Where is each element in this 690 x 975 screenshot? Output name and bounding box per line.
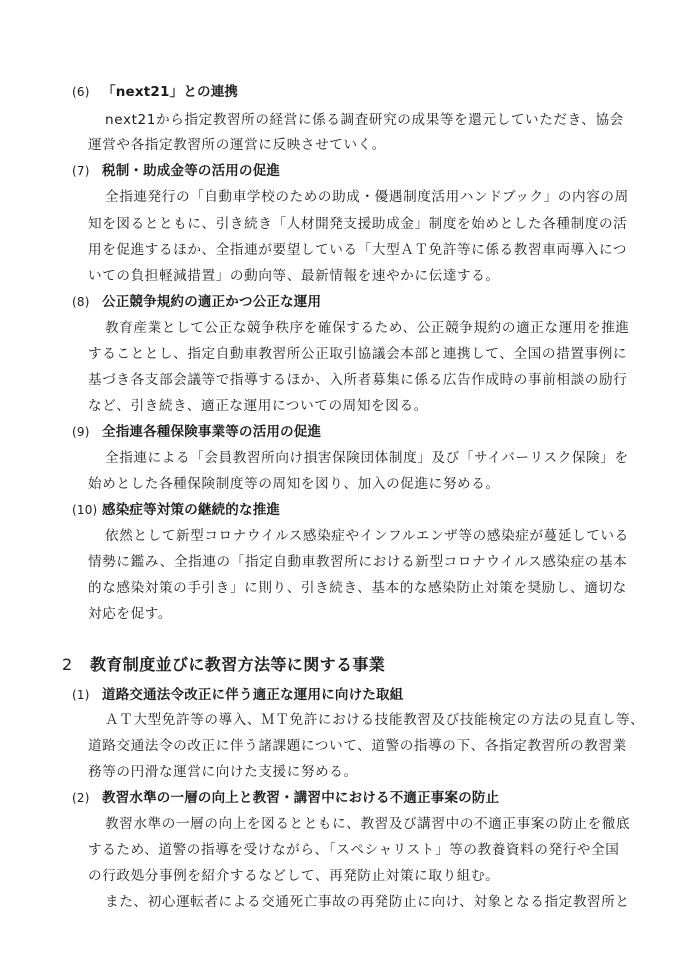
item-heading-7 xyxy=(72,159,280,179)
section-title: 教育制度並びに教習方法等に関する事業 xyxy=(90,655,386,674)
section-number: 2 xyxy=(62,655,73,674)
item-number: (8) xyxy=(72,295,90,309)
paragraph-line: 用を促進するほか、全指連が要望している「大型ＡＴ免許等に係る教習車両導入につ xyxy=(88,242,628,258)
paragraph-line: 教習水準の一層の向上を図るとともに、教習及び講習中の不適正事案の防止を徹底 xyxy=(105,816,631,832)
paragraph-line: いての負担軽減措置」の動向等、最新情報を速やかに伝達する。 xyxy=(88,268,500,284)
item-title: 道路交通法令改正に伴う適正な運用に向けた取組 xyxy=(102,687,404,703)
paragraph-line: 対応を促す。 xyxy=(88,606,173,622)
item-title: 公正競争規約の適正かつ公正な運用 xyxy=(102,294,322,310)
item-number: (2) xyxy=(72,791,90,805)
item-heading-6 xyxy=(72,80,238,100)
item-number: (7) xyxy=(72,164,90,178)
paragraph-line: 的な感染対策の手引き」に則り、引き続き、基本的な感染防止対策を奨励し、適切な xyxy=(88,580,627,596)
paragraph-line: 全指連による「会員教習所向け損害保険団体制度」及び「サイバーリスク保険」を xyxy=(105,450,629,466)
paragraph-line: 情勢に鑑み、全指連の「指定自動車教習所における新型コロナウイルス感染症の基本 xyxy=(88,554,628,570)
paragraph-line: 基づき各支部会議等で指導するほか、入所者募集に係る広告作成時の事前相談の励行 xyxy=(88,372,628,388)
paragraph-line: 教育産業として公正な競争秩序を確保するため、公正競争規約の適正な運用を推進 xyxy=(105,320,630,336)
item-number: (1) xyxy=(72,688,90,702)
paragraph-line: 始めとした各種保険制度等の周知を図り、加入の促進に努める。 xyxy=(88,476,500,492)
item-heading-2 xyxy=(72,786,499,806)
item-title: 全指連各種保険事業等の活用の促進 xyxy=(102,424,322,440)
paragraph-line: next21から指定教習所の経営に係る調査研究の成果等を還元していただき、協会 xyxy=(105,112,624,128)
paragraph-line: 道路交通法令の改正に伴う諸課題について、道警の指導の下、各指定教習所の教習業 xyxy=(88,738,627,754)
item-title: 「next21」との連携 xyxy=(102,84,239,100)
section-heading xyxy=(62,652,385,675)
paragraph-line: 全指連発行の「自動車学校のための助成・優遇制度活用ハンドブック」の内容の周 xyxy=(105,189,629,205)
item-title: 税制・助成金等の活用の促進 xyxy=(102,163,281,179)
paragraph-line: 務等の円滑な運営に向けた支援に努める。 xyxy=(88,764,358,780)
paragraph-line: するため、道警の指導を受けながら、「スペシャリスト」等の教養資料の発行や全国 xyxy=(88,842,620,858)
paragraph-line: することとし、指定自動車教習所公正取引協議会本部と連携して、全国の措置事例に xyxy=(88,346,628,362)
paragraph-line: 依然として新型コロナウイルス感染症やインフルエンザ等の感染症が蔓延している xyxy=(105,528,629,544)
item-number: (6) xyxy=(72,85,90,99)
item-title: 感染症等対策の継続的な推進 xyxy=(102,502,281,518)
item-number: (9) xyxy=(72,425,90,439)
item-heading-9 xyxy=(72,420,321,440)
item-heading-8 xyxy=(72,290,321,310)
paragraph-line: 運営や各指定教習所の運営に反映させていく。 xyxy=(88,137,386,153)
item-number: (10) xyxy=(72,503,98,517)
paragraph-line: など、引き続き、適正な運用についての周知を図る。 xyxy=(88,398,428,414)
paragraph-line: の行政処分事例を紹介するなどして、再発防止対策に取り組む。 xyxy=(88,868,500,884)
paragraph-line: 知を図るとともに、引き続き「人材開発支援助成金」制度を始めとした各種制度の活 xyxy=(88,216,628,232)
paragraph-line: ＡＴ大型免許等の導入、ＭＴ免許における技能教習及び技能検定の方法の見直し等、 xyxy=(105,712,645,728)
paragraph-line: また、初心運転者による交通死亡事故の再発防止に向け、対象となる指定教習所と xyxy=(105,894,630,910)
item-heading-10 xyxy=(72,498,280,518)
item-heading-1 xyxy=(72,683,403,703)
item-title: 教習水準の一層の向上と教習・講習中における不適正事案の防止 xyxy=(102,790,500,806)
